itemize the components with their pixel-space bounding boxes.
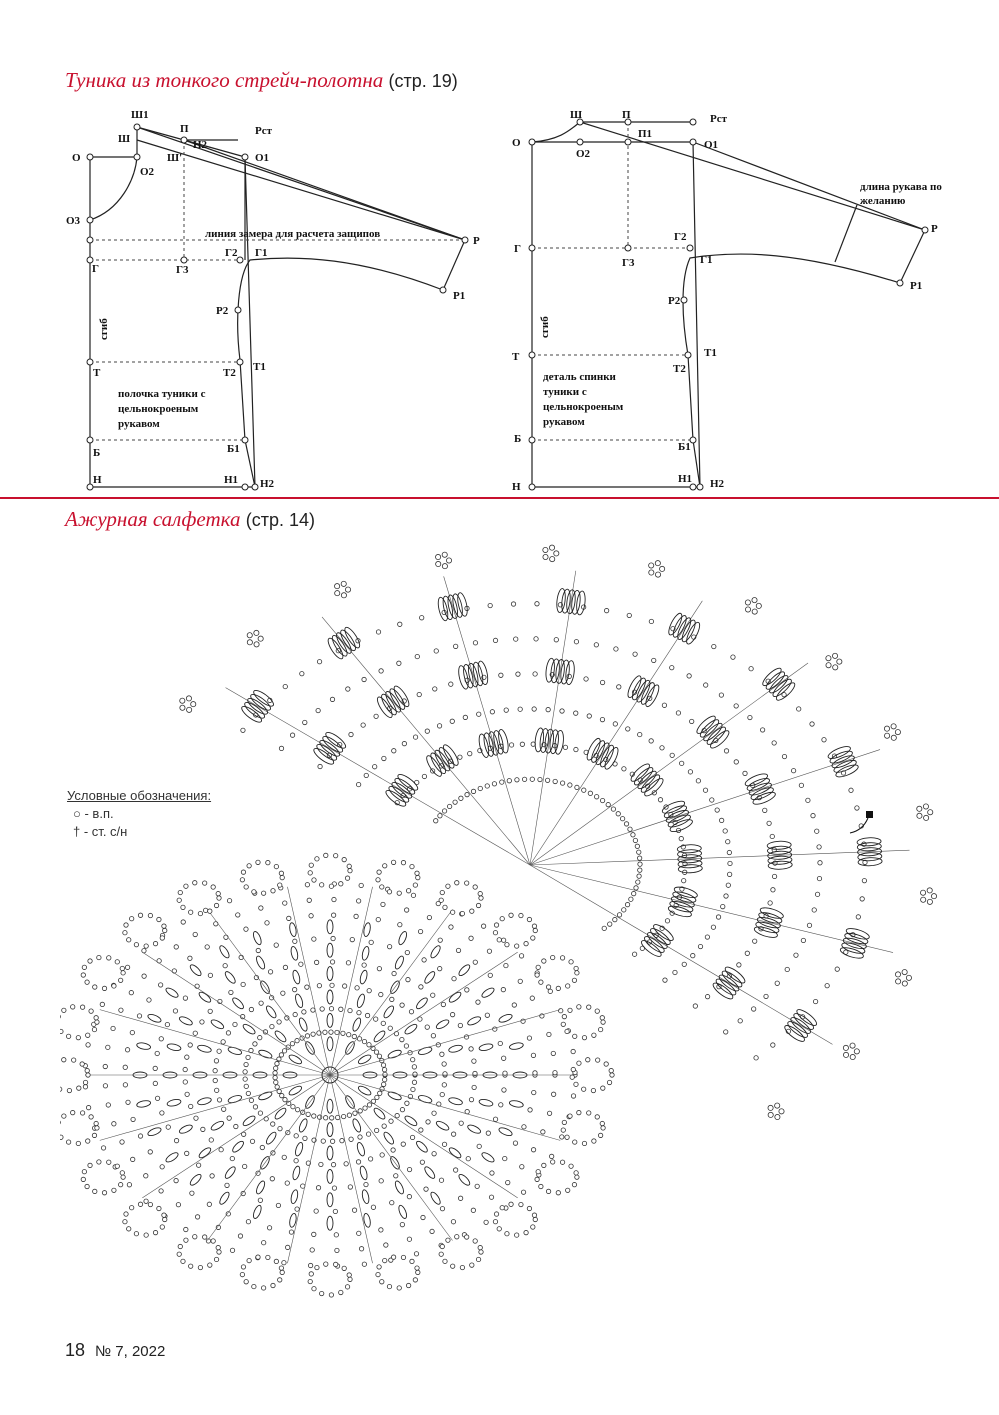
label-o: О <box>72 152 81 164</box>
back-label-rst: Рст <box>710 113 728 125</box>
legend-item-dc: † - ст. с/н <box>73 824 128 839</box>
label-rst: Рст <box>255 125 273 137</box>
back-caption-2: туники с <box>543 386 587 398</box>
back-label-p2: Р2 <box>668 295 681 307</box>
tunic-page-ref: (стр. 19) <box>388 71 458 91</box>
label-r: Р <box>473 235 480 247</box>
back-label-b: Б <box>514 433 522 445</box>
label-n2: Н2 <box>260 478 275 490</box>
section-divider <box>0 497 999 499</box>
label-o1: О1 <box>255 152 270 164</box>
back-label-t2: Т2 <box>673 363 686 375</box>
back-label-n1: Н1 <box>678 473 693 485</box>
back-outline <box>532 142 700 487</box>
back-caption-1: деталь спинки <box>543 371 616 383</box>
doily-title: Ажурная салфетка <box>65 507 241 531</box>
label-sh: Ш <box>118 133 131 145</box>
back-label-t1: Т1 <box>704 347 717 359</box>
back-caption-3: цельнокроеным <box>543 401 624 413</box>
sleeve-note-1: длина рукава по <box>860 181 942 193</box>
label-g2: Г2 <box>225 247 238 259</box>
doily-page-ref: (стр. 14) <box>245 510 315 530</box>
legend <box>67 787 211 841</box>
legend-item-chain: ○ - в.п. <box>73 806 114 821</box>
back-caption-4: рукавом <box>543 416 585 428</box>
label-n2-top: Н2 <box>193 139 208 151</box>
back-label-sh: Ш <box>570 109 583 121</box>
label-b: Б <box>93 447 101 459</box>
back-label-n: Н <box>512 481 521 493</box>
label-n: Н <box>93 474 102 486</box>
front-fold-label: сгиб <box>98 318 110 340</box>
label-t2: Т2 <box>223 367 236 379</box>
page-number: 18 <box>65 1340 86 1360</box>
label-o2: О2 <box>140 166 155 178</box>
back-label-b1: Б1 <box>678 441 691 453</box>
label-g1: Г1 <box>255 247 268 259</box>
measure-line-label: линия замера для расчета защипов <box>205 228 381 240</box>
back-fold-label: сгиб <box>539 316 551 338</box>
label-t: Т <box>93 367 101 379</box>
tunic-patterns <box>0 88 999 493</box>
issue-label: № 7, 2022 <box>95 1343 166 1360</box>
back-label-g2: Г2 <box>674 231 687 243</box>
back-label-o1: О1 <box>704 139 719 151</box>
label-r1: Р1 <box>453 290 466 302</box>
back-label-o: О <box>512 137 521 149</box>
back-label-g1: Г1 <box>700 254 713 266</box>
back-label-t: Т <box>512 351 520 363</box>
sleeve-note-2: желанию <box>860 195 906 207</box>
label-p: П <box>180 123 189 135</box>
label-n1: Н1 <box>224 474 239 486</box>
back-label-n2: Н2 <box>710 478 725 490</box>
label-sh1: Ш1 <box>131 109 149 121</box>
doily-crochet-chart <box>60 535 960 1325</box>
legend-title: Условные обозначения: <box>67 788 212 803</box>
front-caption-2: цельнокроеным <box>118 403 199 415</box>
chain-symbol-icon: ○ <box>73 806 81 821</box>
front-caption-3: рукавом <box>118 418 160 430</box>
back-label-g: Г <box>514 243 521 255</box>
label-t1: Т1 <box>253 361 266 373</box>
back-label-r1: Р1 <box>910 280 923 292</box>
label-g: Г <box>92 263 99 275</box>
label-o3: О3 <box>66 215 81 227</box>
label-g3: Г3 <box>176 264 189 276</box>
back-label-g3: Г3 <box>622 257 635 269</box>
back-label-p1: П1 <box>638 128 653 140</box>
dc-symbol-icon: † <box>73 824 81 839</box>
page-footer <box>65 1340 165 1361</box>
tunic-title: Туника из тонкого стрейч-полотна <box>65 68 384 92</box>
front-outline <box>90 157 255 487</box>
label-b1: Б1 <box>227 443 240 455</box>
back-label-o2: О2 <box>576 148 591 160</box>
label-sh-mid: Ш' <box>167 152 183 164</box>
back-label-p: П <box>622 109 631 121</box>
front-caption-1: полочка туники с <box>118 388 206 400</box>
back-label-r: Р <box>931 223 938 235</box>
doily-heading <box>65 507 315 532</box>
label-p2: Р2 <box>216 305 229 317</box>
